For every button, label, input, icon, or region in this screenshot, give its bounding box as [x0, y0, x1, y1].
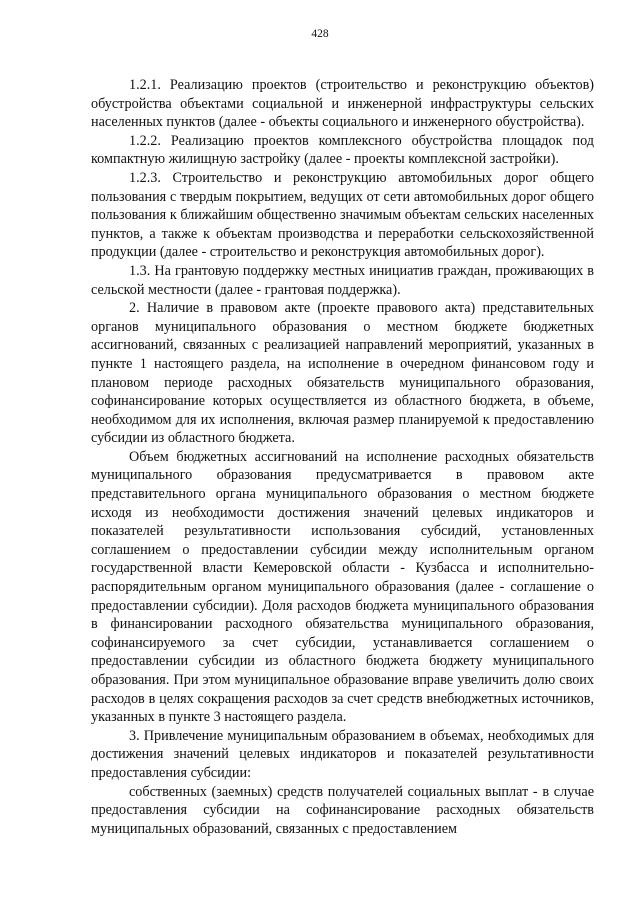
document-body — [91, 76, 594, 838]
paragraph-1-3: 1.3. На грантовую поддержку местных инициатив граждан, проживающих в сельской местности (далее - грантовая поддержка). — [91, 262, 594, 298]
paragraph-1-2-2: 1.2.2. Реализацию проектов комплексного обустройства площадок под компактную жилищную застройку (далее - проекты комплексной застройки). — [91, 132, 594, 168]
paragraph-1-2-1: 1.2.1. Реализацию проектов (строительство и реконструкцию объектов) обустройства объектами социальной и инженерной инфраструктуры сельских населенных пунктов (далее - объекты социального и инженерного обустройства). — [91, 77, 594, 131]
paragraph-budget-volume: Объем бюджетных ассигнований на исполнение расходных обязательств муниципального образования предусматривается в правовом акте представительного органа муниципального образования о местном бюджете исходя из необходимости достижения значений целевых индикаторов и показателей результативности использования субсидий, установленных соглашением о предоставлении субсидии между исполнительным органом государственной власти Кемеровской области - Кузбасса и исполнительно-распорядительным органом муниципального образования (далее - соглашение о предоставлении субсидии). Доля расходов бюджета муниципального образования в финансировании расходного обязательства муниципального образования, софинансируемого за счет субсидии, устанавливается соглашением о предоставлении субсидии из областного бюджета бюджету муниципального образования. При этом муниципальное образование вправе увеличить долю своих расходов в целях сокращения расходов за счет средств внебюджетных источников, указанных в пункте 3 настоящего раздела. — [91, 448, 594, 726]
paragraph-3: 3. Привлечение муниципальным образованием в объемах, необходимых для достижения значений целевых индикаторов и показателей результативности предоставления субсидии: — [91, 727, 594, 781]
paragraph-1-2-3: 1.2.3. Строительство и реконструкцию автомобильных дорог общего пользования с твердым покрытием, ведущих от сети автомобильных дорог общего пользования к ближайшим общественно значимым объектам сельских населенных пунктов, а также к объектам производства и переработки сельскохозяйственной продукции (далее - строительство и реконструкция автомобильных дорог). — [91, 169, 594, 261]
paragraph-2: 2. Наличие в правовом акте (проекте правового акта) представительных органов муниципального образования о местном бюджете бюджетных ассигнований, связанных с реализацией направлений мероприятий, указанных в пункте 1 настоящего раздела, на исполнение в очередном финансовом году и плановом периоде расходных обязательств муниципального образования, софинансирование которых осуществляется из областного бюджета, в объеме, необходимом для их исполнения, включая размер планируемой к предоставлению субсидии из областного бюджета. — [91, 300, 594, 447]
page-number: 428 — [311, 28, 329, 40]
paragraph-own-funds: собственных (заемных) средств получателей социальных выплат - в случае предоставления субсидии на софинансирование расходных обязательств муниципальных образований, связанных с предоставлением — [91, 783, 594, 837]
